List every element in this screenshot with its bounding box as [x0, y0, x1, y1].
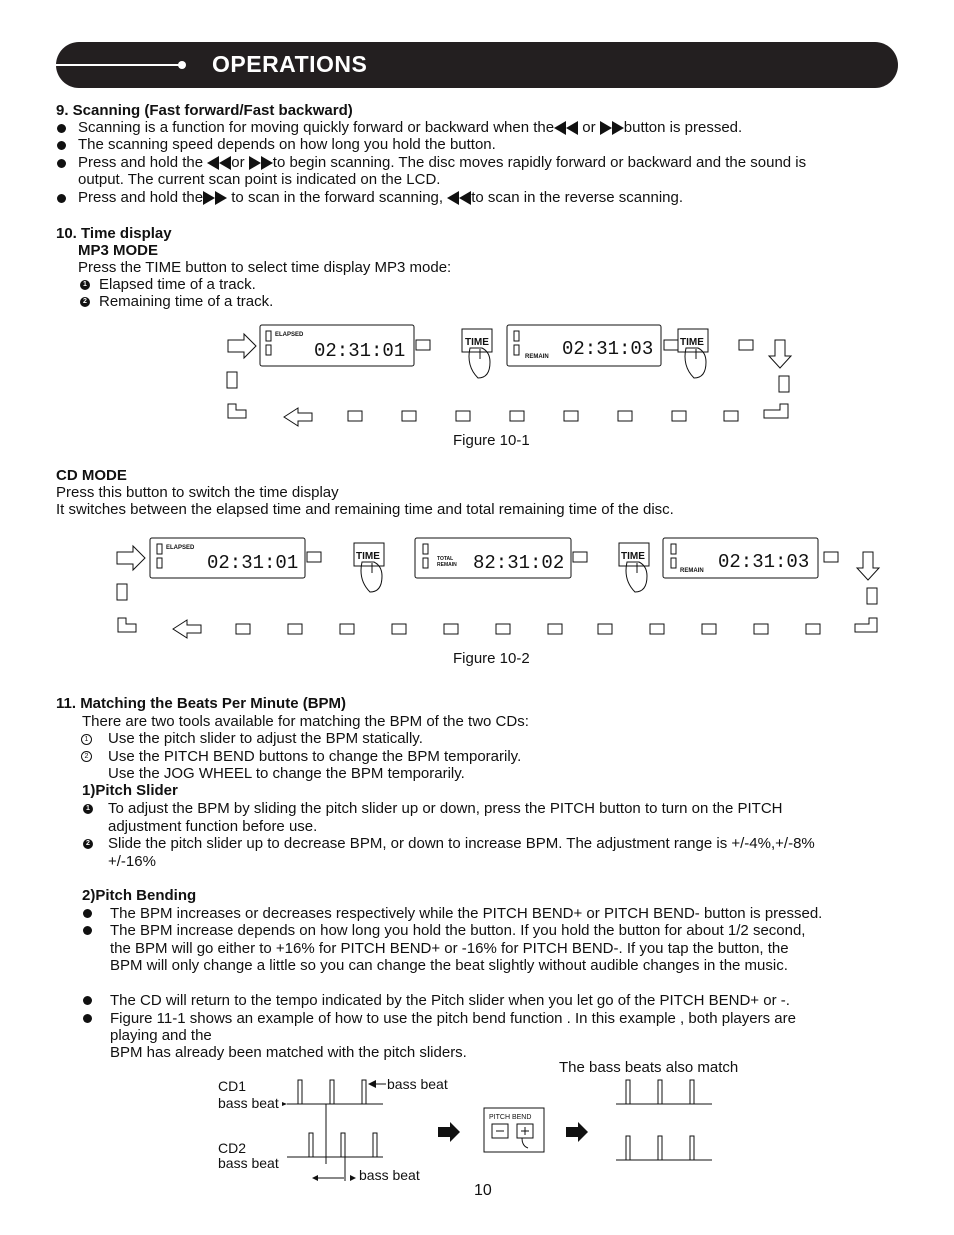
bend-item-4-cont: playing and the [110, 1027, 212, 1044]
mp3-mode-desc: Press the TIME button to select time display MP3 mode: [78, 259, 452, 276]
bass-beat-label: bass beat [359, 1167, 420, 1183]
lcd-elapsed-label: ELAPSED [166, 545, 195, 551]
slider-item-1-cont: adjustment function before use. [108, 818, 318, 835]
bullet [83, 909, 92, 918]
sec9-line1: Scanning is a function for moving quickly forward or backward when the or button is pressed. [78, 119, 743, 136]
time-button-label: TIME [621, 551, 645, 562]
bend-item-3: The CD will return to the tempo indicated by the Pitch slider when you let go of the PITCH BEND+ or -. [110, 992, 790, 1009]
bullet [83, 926, 92, 935]
bullet [57, 159, 66, 168]
bullet [83, 996, 92, 1005]
fast-forward-icon [249, 156, 273, 170]
bullet [57, 194, 66, 203]
section-10-title: 10. Time display [56, 225, 172, 242]
slider-item-2-cont: +/-16% [108, 853, 156, 870]
bend-item-2-cont: BPM will only change a little so you can change the beat slightly without audible changes in the music. [110, 957, 788, 974]
lcd-time-display: 02:31:01 [314, 340, 406, 362]
pitch-bending-title: 2)Pitch Bending [82, 887, 197, 904]
cd1-bass-beat-label: bass beat [218, 1095, 279, 1111]
number-badge-2: 2 [83, 839, 93, 849]
mp3-mode-title: MP3 MODE [78, 242, 159, 259]
section-11-title: 11. Matching the Beats Per Minute (BPM) [56, 695, 347, 712]
number-badge-1: 1 [83, 804, 93, 814]
bullet [83, 1014, 92, 1023]
cd-mode-title: CD MODE [56, 467, 127, 484]
banner-rule [56, 64, 181, 66]
bass-beats-match-label: The bass beats also match [559, 1059, 739, 1076]
page-number: 10 [474, 1182, 492, 1199]
bend-item-1: The BPM increases or decreases respectively while the PITCH BEND+ or PITCH BEND- button is pressed. [110, 905, 823, 922]
fast-forward-icon [203, 191, 227, 205]
lcd-remain-label: REMAIN [680, 568, 704, 574]
tool-1: Use the pitch slider to adjust the BPM statically. [108, 730, 423, 747]
lcd-total-label: TOTAL [437, 556, 454, 562]
bullet [57, 141, 66, 150]
number-badge-1: 1 [80, 280, 90, 290]
cd2-bass-beat-label: bass beat [218, 1155, 279, 1171]
figure-10-1-caption: Figure 10-1 [453, 432, 530, 449]
lcd-remain-label: REMAIN [437, 562, 457, 568]
tool-2: Use the PITCH BEND buttons to change the BPM temporarily. [108, 748, 522, 765]
sec9-line3: Press and hold the or to begin scanning. The disc moves rapidly forward or backward and the sound is [78, 154, 807, 171]
rewind-icon [447, 191, 471, 205]
bend-item-4-cont: BPM has already been matched with the pitch sliders. [110, 1044, 467, 1061]
slider-item-2: Slide the pitch slider up to decrease BPM, or down to increase BPM. The adjustment range is +/-4%,+/-8% [108, 835, 815, 852]
lcd-time-display: 02:31:03 [718, 551, 810, 573]
rewind-icon [554, 121, 578, 135]
number-badge-2: 2 [80, 297, 90, 307]
cd-mode-desc-1: Press this button to switch the time display [56, 484, 339, 501]
lcd-remain-label: REMAIN [525, 354, 549, 360]
bend-item-2: The BPM increase depends on how long you hold the button. If you hold the button for about 1/2 second, [110, 922, 806, 939]
time-button-label: TIME [465, 337, 489, 348]
figure-10-2-caption: Figure 10-2 [453, 650, 530, 667]
bass-beat-label: bass beat [387, 1076, 448, 1092]
bend-item-2-cont: the BPM will go either to +16% for PITCH BEND+ or -16% for PITCH BEND-. If you tap the button, the [110, 940, 789, 957]
cd1-label: CD1 [218, 1078, 247, 1094]
slider-item-1: To adjust the BPM by sliding the pitch slider up or down, press the PITCH button to turn on the PITCH [108, 800, 783, 817]
lcd-time-display: 02:31:01 [207, 552, 299, 574]
banner-dot [178, 61, 186, 69]
tool-3: Use the JOG WHEEL to change the BPM temporarily. [108, 765, 465, 782]
page-title: OPERATIONS [212, 51, 368, 77]
pitch-bend-label: PITCH BEND [489, 1114, 532, 1121]
lcd-time-display: 02:31:03 [562, 338, 654, 360]
lcd-time-display: 82:31:02 [473, 552, 565, 574]
pitch-slider-title: 1)Pitch Slider [82, 782, 178, 799]
bullet [57, 124, 66, 133]
header-banner [56, 42, 898, 88]
fast-forward-icon [600, 121, 624, 135]
mp3-item-1: Elapsed time of a track. [99, 276, 256, 293]
section-9-title: 9. Scanning (Fast forward/Fast backward) [56, 102, 353, 119]
circled-number-2: 2 [81, 751, 92, 762]
bend-item-4: Figure 11-1 shows an example of how to use the pitch bend function . In this example , both players are [110, 1010, 796, 1027]
time-button-label: TIME [356, 551, 380, 562]
circled-number-1: 1 [81, 734, 92, 745]
lcd-elapsed-label: ELAPSED [275, 332, 304, 338]
sec11-intro: There are two tools available for matching the BPM of the two CDs: [82, 713, 529, 730]
sec9-line2: The scanning speed depends on how long you hold the button. [78, 136, 496, 153]
time-button-label: TIME [680, 337, 704, 348]
sec9-line3-cont: output. The current scan point is indicated on the LCD. [78, 171, 441, 188]
cd-mode-desc-2: It switches between the elapsed time and remaining time and total remaining time of the disc. [56, 501, 674, 518]
cd2-label: CD2 [218, 1140, 247, 1156]
rewind-icon [207, 156, 231, 170]
mp3-item-2: Remaining time of a track. [99, 293, 274, 310]
sec9-line4: Press and hold the to scan in the forward scanning, to scan in the reverse scanning. [78, 189, 684, 206]
